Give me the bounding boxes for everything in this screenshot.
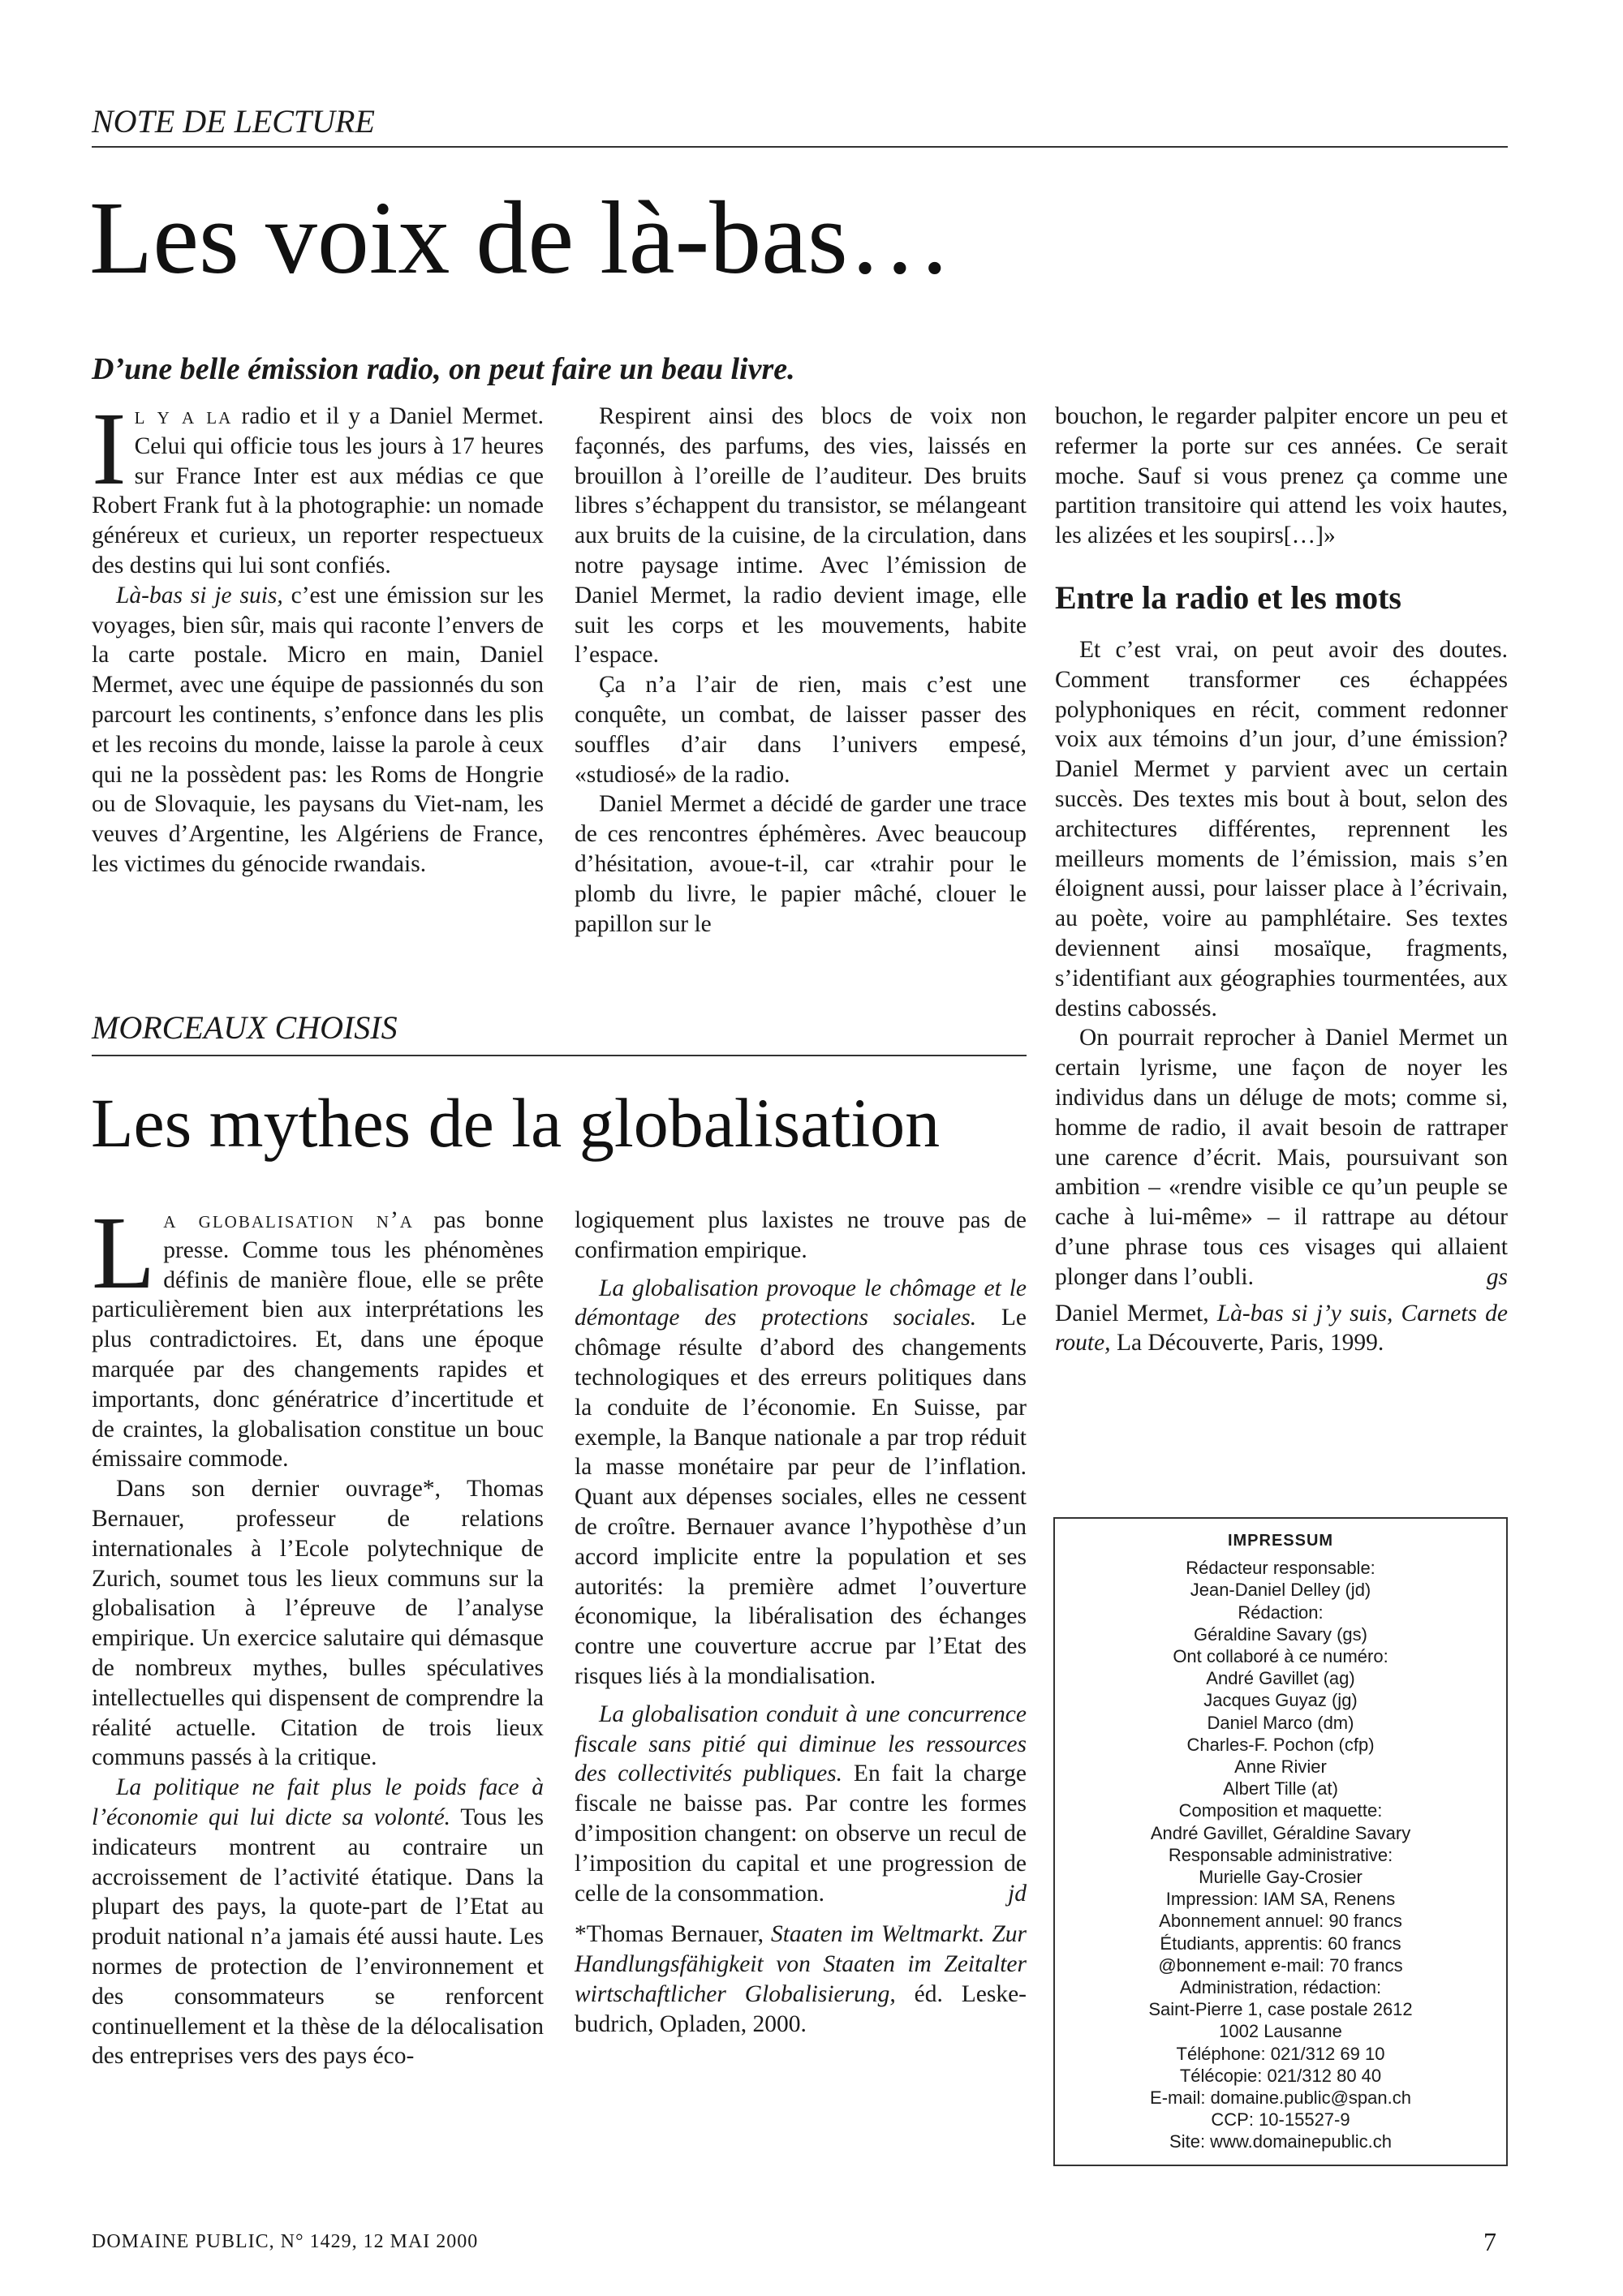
article2-paragraph-1	[92, 1195, 544, 1474]
impressum-line: Ont collaboré à ce numéro:	[1173, 1646, 1388, 1667]
footnote-publisher: éd. Leske-budrich, Opladen, 2000.	[575, 1980, 1027, 2037]
impressum-line: Composition et maquette:	[1178, 1800, 1383, 1821]
impressum-line: André Gavillet, Géraldine Savary	[1150, 1822, 1411, 1843]
article1-paragraph: Respirent ainsi des blocs de voix non façonnés, des parfums, des vies, laissés en brouillon à l’oreille de l’auditeur. Des bruits libres s’échappent du transistor, se mélangeant aux bruits de la cuisine, de la circulation, dans notre paysage intime. Avec l’émission de Daniel Mermet, la radio devient image, elle suit les corps et les mouvements, habite l’espace.	[575, 403, 1027, 669]
impressum-title: IMPRESSUM	[1227, 1532, 1334, 1550]
reference-title: Là-bas si j’y suis, Carnets de route,	[1055, 1300, 1508, 1357]
impressum-line: @bonnement e-mail: 70 francs	[1158, 1954, 1403, 1976]
article2-paragraph-3	[92, 1773, 544, 2071]
author-signature: gs	[1486, 1263, 1508, 1290]
book-reference	[1055, 1299, 1508, 1359]
article1-paragraph	[1055, 1023, 1508, 1292]
paragraph-text: Micro en main, Daniel Mermet, avec une équipe de passionnés du son parcourt les continents, s’enfonce dans les plis et les recoins du monde, laisse la parole à ceux qui ne la possèdent pas: les Roms de Hongrie ou de Slovaquie, les paysans du Viet-nam, les veuves d’Argentine, les Algériens de France, les victimes du génocide rwandais.	[92, 642, 545, 877]
article1-paragraph: Daniel Mermet a décidé de garder une trace de ces rencontres éphémères. Avec beaucoup d’hésitation, avoue-t-il, car «trahir pour le plomb du livre, le papier mâché, clouer le papillon sur le	[575, 791, 1027, 937]
impressum-line: Rédaction:	[1238, 1602, 1324, 1623]
impressum-line: Jacques Guyaz (jg)	[1203, 1690, 1358, 1711]
impressum-line: Téléphone: 021/312 69 10	[1176, 2043, 1385, 2064]
paragraph-text: Le chômage résulte d’abord des changements technologiques et des erreurs politiques dans la conduite de l’économie. En Suisse, par exemple, la Banque nationale a par trop réduit la masse monétaire par peur de l’inflation. Quant aux dépenses sociales, elles ne cessent de croître. Bernauer avance l’hypothèse d’un accord implicite entre la population et ses autorités: la première admet l’ouverture économique, la libéralisation des échanges contre une couverture accrue par l’Etat des risques liés à la mondialisation.	[575, 1305, 1027, 1689]
article2-column-2	[575, 1206, 1027, 2040]
article1-paragraph: Ça n’a l’air de rien, mais c’est une conquête, un combat, de laisser passer des souffles d’air dans l’univers empesé, «studiosé» de la radio.	[575, 672, 1027, 788]
footnote-author: *Thomas Bernauer,	[575, 1921, 771, 1948]
article1-paragraph: Et c’est vrai, on peut avoir des doutes. Comment transformer ces échappées polyphoniques en récit, comment redonner voix aux témoins d’un jour, d’une émission? Daniel Mermet y parvient avec un certain succès. Des textes mis bout à bout, selon des architectures différentes, reprennent les meilleurs moments de l’émission, mais s’en éloignent aussi, pour laisser place à l’écrivain, au poète, voire au pamphlétaire. Ses textes deviennent ainsi mosaïque, fragments, s’identifiant aux géographies tourmentées, aux destins cabossés.	[1055, 636, 1508, 1021]
dropcap: I	[92, 391, 127, 506]
impressum-line: Albert Tille (at)	[1223, 1778, 1338, 1799]
section-kicker-morceaux-choisis: MORCEAUX CHOISIS	[92, 1009, 398, 1046]
impressum-line: E-mail: domaine.public@span.ch	[1150, 2087, 1411, 2109]
emphasis-text: La politique ne fait plus le poids face à l’économie qui lui dicte sa volonté.	[92, 1774, 544, 1830]
footnote	[575, 1920, 1027, 2039]
impressum-line: Anne Rivier	[1234, 1756, 1327, 1778]
author-signature: jd	[1008, 1880, 1027, 1907]
section-subheading: Entre la radio et les mots	[1055, 578, 1401, 616]
impressum-line: Rédacteur responsable:	[1186, 1558, 1375, 1579]
article2-paragraph-2: Dans son dernier ouvrage*, Thomas Bernauer, professeur de relations internationales à l’Ecole polytechnique de Zurich, soumet tous les lieux communs sur la globalisation à l’épreuve de l’analyse empirique. Un exercice salutaire qui démasque de nombreux mythes, bulles spéculatives intellectuelles qui dispensent de comprendre la réalité actuelle. Citation de trois lieux communs passés à la critique.	[92, 1476, 544, 1771]
impressum-lines	[1055, 1557, 1506, 2152]
opening-smallcaps: a globalisation n’a	[163, 1207, 414, 1233]
article-title-voix: Les voix de là-bas…	[89, 180, 952, 295]
article-lede: D’une belle émission radio, on peut faire un beau livre.	[92, 352, 795, 386]
emphasis-text: Là-bas si je suis,	[116, 582, 283, 608]
impressum-line: Télécopie: 021/312 80 40	[1179, 2065, 1382, 2086]
impressum-line: CCP: 10-15527-9	[1211, 2109, 1350, 2130]
paragraph-text: radio et il y a Daniel Mermet. Celui qui officie tous les jours à 17 heures sur France Inter est aux médias ce que Robert Frank fut à la photographie: un nomade généreux et curieux, un reporter respectueux des destins qui lui sont confiés.	[92, 403, 545, 578]
impressum-line: 1002 Lausanne	[1219, 2021, 1342, 2042]
footer-publication-info: DOMAINE PUBLIC, N° 1429, 12 MAI 2000	[92, 2231, 479, 2252]
opening-smallcaps: l y a la	[134, 403, 233, 429]
impressum-line: Géraldine Savary (gs)	[1194, 1623, 1367, 1645]
emphasis-text: La globalisation conduit à une concurrence fiscale sans pitié qui diminue les ressources des collectivités publiques.	[575, 1701, 1027, 1787]
impressum-line: Daniel Marco (dm)	[1207, 1712, 1354, 1733]
article1-column-3	[1055, 402, 1508, 1358]
reference-author: Daniel Mermet,	[1055, 1300, 1217, 1326]
dropcap: L	[92, 1195, 156, 1310]
section-kicker-note-de-lecture: NOTE DE LECTURE	[92, 103, 375, 140]
footnote-title: Staaten im Weltmarkt. Zur Handlungsfähigkeit von Staaten im Zeitalter wirtschaftlicher Globalisierung,	[575, 1921, 1027, 2007]
paragraph-text: Tous les indicateurs montrent au contraire un accroissement de l’activité étatique. Dans la plupart des pays, la quote-part de l’Etat au produit national n’a jamais été aussi haute. Les normes de protection de l’environnement et des consommateurs se renforcent continuellement et la thèse de la délocalisation des entreprises vers des pays éco-	[92, 1804, 544, 2070]
article2-column-1	[92, 1195, 544, 2071]
reference-publisher: La Découverte, Paris, 1999.	[1110, 1330, 1384, 1357]
impressum-line: Impression: IAM SA, Renens	[1165, 1889, 1396, 1910]
kicker-rule	[92, 146, 1508, 148]
kicker-rule	[92, 1055, 1027, 1056]
impressum-line: Murielle Gay-Crosier	[1199, 1867, 1363, 1888]
article2-paragraph	[575, 1700, 1027, 1909]
impressum-line: Jean-Daniel Delley (jd)	[1190, 1580, 1371, 1601]
impressum-line: Responsable administrative:	[1168, 1844, 1393, 1865]
paragraph-text: En fait la charge fiscale ne baisse pas. Par contre les formes d’imposition changent: on observe un recul de l’imposition du capital et une progression de celle de la consommation.	[575, 1761, 1027, 1907]
emphasis-text: La globalisation provoque le chômage et le démontage des protections sociales.	[575, 1275, 1027, 1331]
page-number: 7	[1483, 2227, 1496, 2256]
paragraph-text: c’est une émission sur les voyages, bien sûr, mais qui raconte l’envers de la carte postale.	[92, 582, 545, 669]
paragraph-text: pas bonne presse. Comme tous les phénomènes définis de manière floue, elle se prête particulièrement bien aux interprétations les plus contradictoires. Et, dans une époque marquée par des changements rapides et importants, donc génératrice d’incertitude et de craintes, la globalisation constitue un bouc émissaire commode.	[92, 1207, 544, 1473]
paragraph-text: On pourrait reprocher à Daniel Mermet un certain lyrisme, une façon de noyer les individus dans un déluge de mots; comme si, homme de radio, il avait besoin de rattraper une carence d’écrit. Mais, poursuivant son ambition – «rendre visible ce qu’un peuple se cache à lui-même» – il rattrape au détour d’une phrase tous ces visages qui allaient plonger dans l’oubli.	[1055, 1025, 1508, 1290]
article1-paragraph-2	[92, 581, 544, 879]
article1-column-2	[575, 402, 1027, 939]
article1-paragraph-1	[92, 391, 545, 581]
article2-paragraph: logiquement plus laxistes ne trouve pas de confirmation empirique.	[575, 1207, 1027, 1263]
article1-column-1	[92, 391, 545, 879]
impressum-line: Administration, rédaction:	[1179, 1977, 1382, 1998]
impressum-line: Saint-Pierre 1, case postale 2612	[1148, 1999, 1413, 2020]
impressum-line: Étudiants, apprentis: 60 francs	[1160, 1933, 1401, 1954]
article-title-mythes: Les mythes de la globalisation	[91, 1084, 941, 1162]
article2-paragraph	[575, 1274, 1027, 1692]
article1-paragraph: bouchon, le regarder palpiter encore un peu et refermer la porte sur ces années. Ce serait moche. Sauf si vous prenez ça comme une partition transitoire qui attend les voix hautes, les alizées et les soupirs[…]»	[1055, 403, 1508, 549]
impressum-line: Site: www.domainepublic.ch	[1169, 2131, 1392, 2152]
impressum-line: André Gavillet (ag)	[1206, 1668, 1355, 1689]
impressum-line: Abonnement annuel: 90 francs	[1159, 1911, 1402, 1932]
impressum-line: Charles-F. Pochon (cfp)	[1186, 1734, 1375, 1755]
impressum-box	[1053, 1517, 1508, 2166]
